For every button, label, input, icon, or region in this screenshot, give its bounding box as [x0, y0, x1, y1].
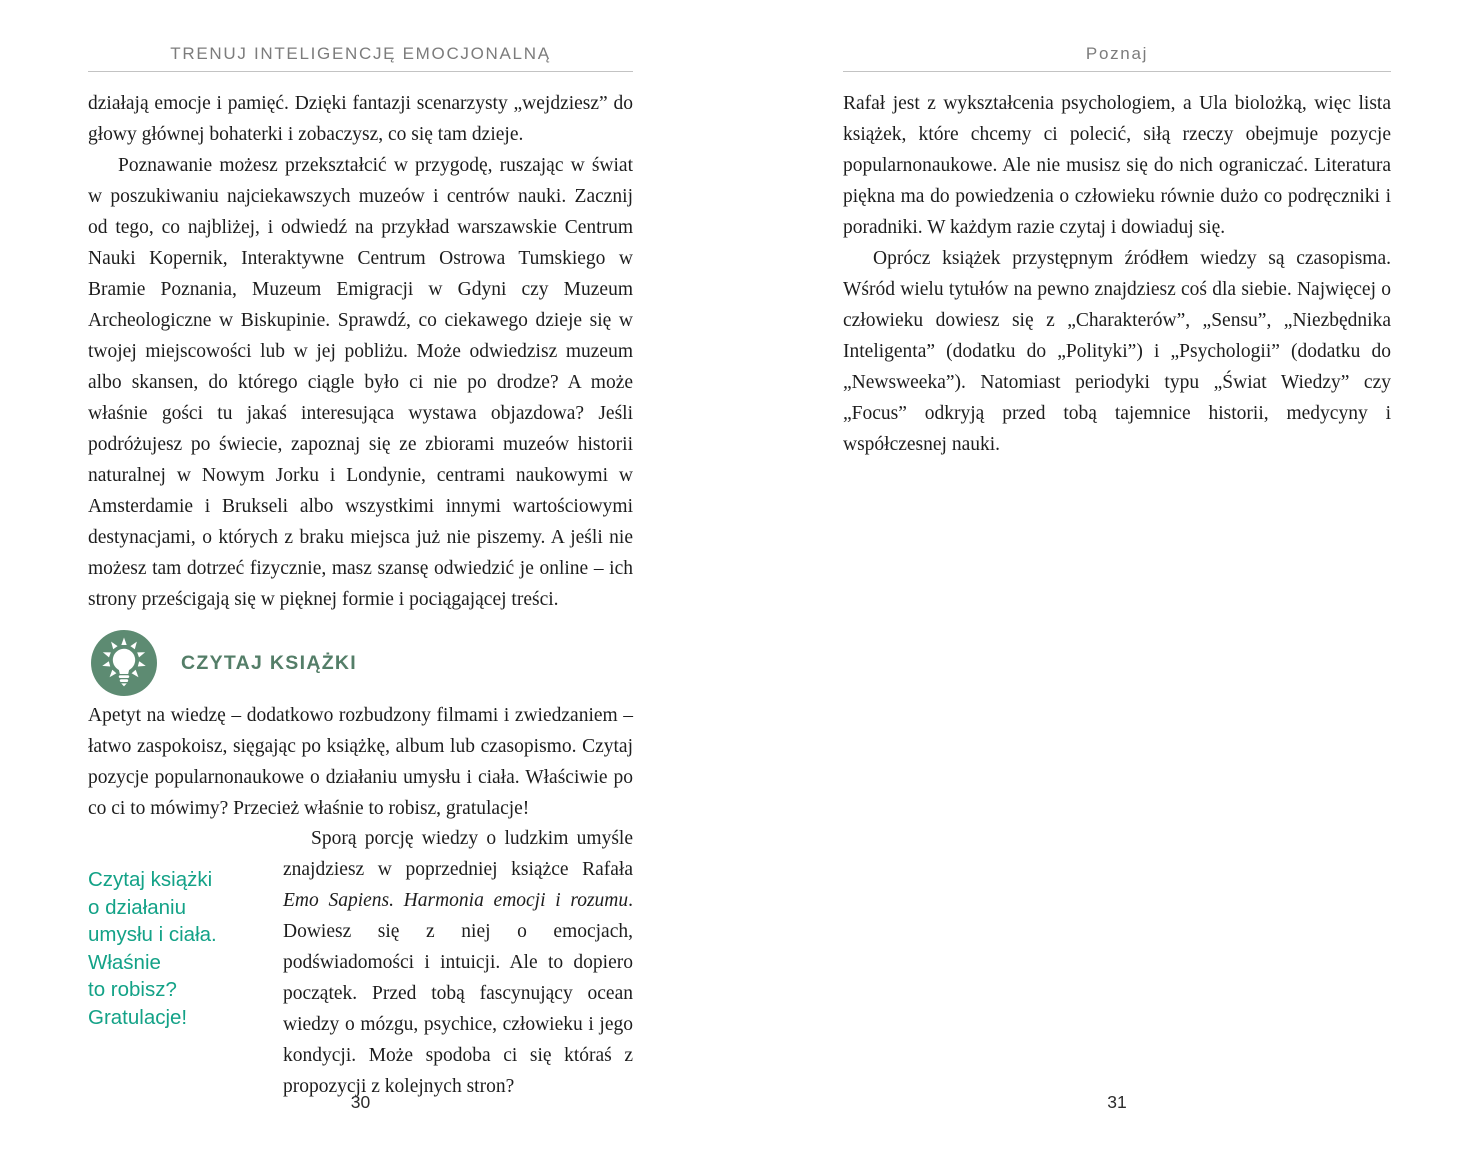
section-title: CZYTAJ KSIĄŻKI — [181, 651, 358, 674]
running-head-rule-right — [843, 71, 1391, 72]
paragraph: Apetyt na wiedzę – dodatkowo rozbudzony filmami i zwiedzaniem – łatwo zaspokoisz, sięgając po książkę, album lub czasopismo. Czytaj pozycje popularnonaukowe o działaniu umysłu i ciała. Właściwie po co ci to mówimy? Przecież właśnie to robisz, gratulacje! — [88, 705, 633, 819]
paragraph: Poznawanie możesz przekształcić w przygodę, ruszając w świat w poszukiwaniu najciekawszych muzeów i centrów nauki. Zacznij od tego, co najbliżej, i odwiedź na przykład warszawskie Centrum Nauki Kopernik, Interaktywne Centrum Ostrowa Tumskiego w Bramie Poznania, Muzeum Emigracji w Gdyni czy Muzeum Archeologiczne w Biskupinie. Sprawdź, co ciekawego dzieje się w twojej miejscowości lub w jej pobliżu. Może odwiedzisz muzeum albo skansen, do którego ciągle było ci nie po drodze? A może właśnie gości tu jakaś interesująca wystawa objazdowa? Jeśli podróżujesz po świecie, zapoznaj się ze zbiorami muzeów historii naturalnej w Nowym Jorku i Londynie, centrami naukowymi w Amsterdamie i Brukseli albo wszystkimi innymi wartościowymi destynacjami, o których z braku miejsca już nie piszemy. A jeśli nie możesz tam dotrzeć fizycznie, masz szansę odwiedzić je online – ich strony prześcigają się w pięknej formie i pociągającej treści. — [88, 155, 633, 610]
paragraph: Rafał jest z wykształcenia psychologiem, a Ula biolożką, więc lista książek, które chcemy ci polecić, siłą rzeczy obejmuje pozycje popularnonaukowe. Ale nie musisz się do nich ograniczać. Literatura piękna ma do powiedzenia o człowieku równie dużo co podręczniki i poradniki. W każdym razie czytaj i dowiaduj się. — [843, 93, 1391, 238]
pull-quote — [88, 866, 298, 1031]
paragraph-text: . Dowiesz się z niej o emocjach, podświadomości i intuicji. Ale to dopiero początek. Przed tobą fascynujący ocean wiedzy o mózgu, psychice, człowieku i jego kondycji. Może spodoba ci się któraś z propozycji z kolejnych stron? — [283, 890, 633, 1097]
section-header-czytaj-ksiazki — [91, 630, 357, 696]
book-recommendation-paragraph — [283, 823, 633, 1102]
right-body-text — [843, 88, 1391, 460]
left-body-text-2 — [88, 700, 633, 824]
pull-quote-line: umysłu i ciała. — [88, 923, 217, 946]
page-number-left: 30 — [350, 1092, 371, 1112]
lightbulb-icon — [91, 630, 157, 696]
paragraph: działają emocje i pamięć. Dzięki fantazji scenarzysty „wejdziesz” do głowy głównej bohaterki i zobaczysz, co się tam dzieje. — [88, 93, 633, 145]
pull-quote-line: Gratulacje! — [88, 1005, 188, 1029]
running-head-rule-left — [88, 71, 633, 72]
left-page — [88, 0, 633, 1152]
pull-quote-line: Właśnie — [88, 950, 161, 974]
left-body-text — [88, 88, 633, 615]
paragraph — [283, 823, 633, 1102]
right-page — [843, 0, 1391, 1152]
pull-quote-line: to robisz? — [88, 978, 177, 1001]
running-head-left: TRENUJ INTELIGENCJĘ EMOCJONALNĄ — [170, 44, 551, 63]
paragraph: Oprócz książek przystępnym źródłem wiedzy są czasopisma. Wśród wielu tytułów na pewno znajdziesz coś dla siebie. Najwięcej o człowieku dowiesz się z „Charakterów”, „Sensu”, „Niezbędnika Inteligenta” (dodatku do „Polityki”) i „Psychologii” (dodatku do „Newsweeka”). Natomiast periodyki typu „Świat Wiedzy” czy „Focus” odkryją przed tobą tajemnice historii, medycyny i współczesnej nauki. — [843, 248, 1391, 455]
paragraph-text: Sporą porcję wiedzy o ludzkim umyśle znajdziesz w poprzedniej książce Rafała — [283, 828, 633, 880]
pull-quote-line: Czytaj książki — [88, 868, 213, 891]
pull-quote-line: o działaniu — [88, 895, 187, 919]
book-title-italic: Emo Sapiens. Harmonia emocji i rozumu — [283, 890, 629, 911]
page-number-right: 31 — [1107, 1092, 1127, 1112]
running-head-right: Poznaj — [1085, 44, 1149, 63]
